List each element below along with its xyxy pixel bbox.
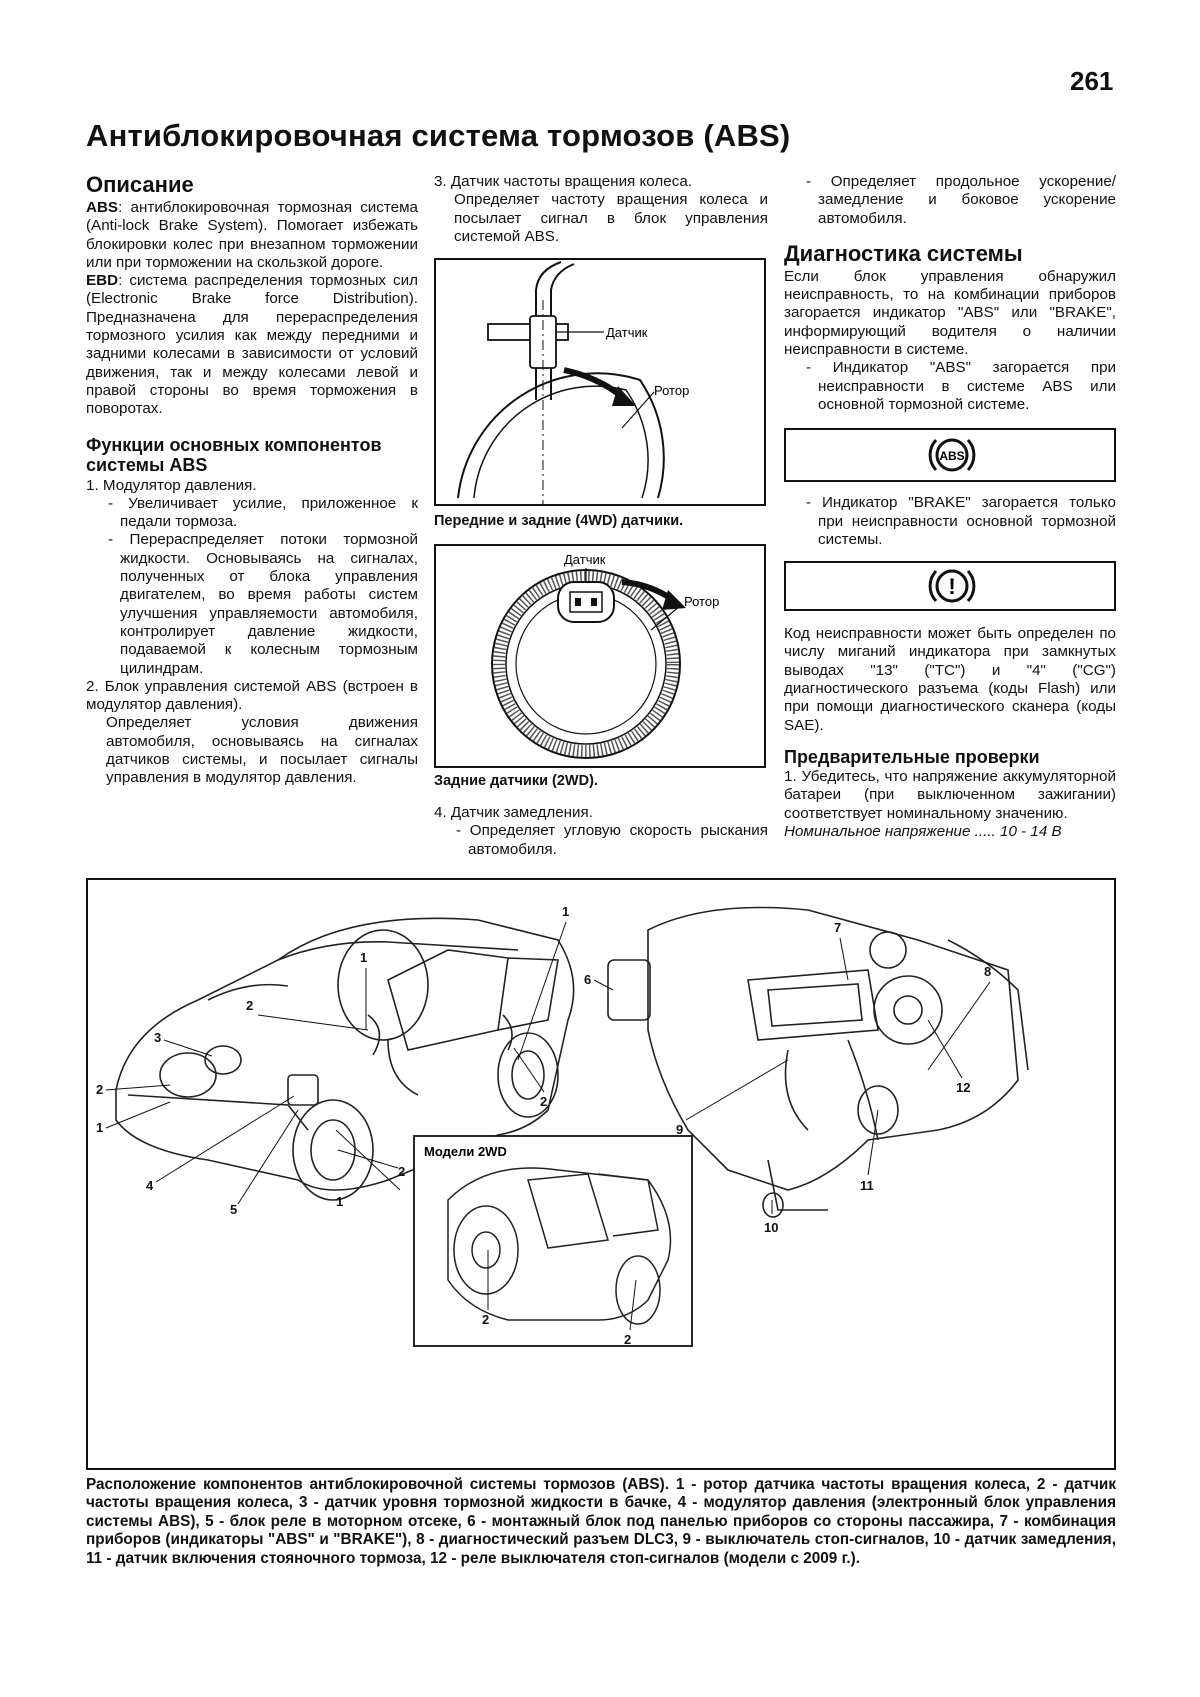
callout-3: 3 <box>154 1030 162 1045</box>
figure-2-rotor-label: Ротор <box>684 594 720 609</box>
brake-indicator-text: - Индикатор "BRAKE" загорается только при неисправности основной тормозной системы. <box>806 494 1116 548</box>
callout-2f: 2 <box>624 1332 632 1347</box>
callout-1d: 1 <box>562 904 570 919</box>
figure-1-caption: Передние и задние (4WD) датчики. <box>434 513 684 529</box>
sensor-diagram-rear <box>436 546 764 766</box>
abs-indicator-icon <box>922 430 982 480</box>
callout-1b: 1 <box>96 1120 104 1135</box>
abs-term: ABS <box>86 199 119 216</box>
callout-1a: 1 <box>360 950 368 965</box>
figure-2-caption: Задние датчики (2WD). <box>434 773 598 789</box>
item-4-a: - Определяет угловую скорость рыскания автомобиля. <box>456 822 768 858</box>
item-2: 2. Блок управления системой ABS (встроен в модулятор давления). <box>86 677 418 714</box>
page-number: 261 <box>1070 66 1114 96</box>
figure-1-sensor-label: Датчик <box>606 325 648 340</box>
inset-label: Модели 2WD <box>424 1144 507 1159</box>
diagnostics-heading: Диагностика системы <box>784 240 1023 266</box>
item-1: 1. Модулятор давления. <box>86 476 257 494</box>
description-heading: Описание <box>86 172 194 197</box>
callout-11: 11 <box>860 1178 874 1193</box>
sensor-diagram-front <box>436 260 764 504</box>
item-4: 4. Датчик замедления. <box>434 804 593 821</box>
functions-heading: Функции основных компонентов системы ABS <box>86 434 382 475</box>
item-2-text: Определяет условия движения автомобиля, основываясь на сигналах датчиков системы, и посылает сигналы управления в модулятор давления. <box>106 714 418 787</box>
ebd-term: EBD <box>86 272 119 290</box>
callout-2e: 2 <box>482 1312 490 1327</box>
abs-indicator-text: - Индикатор "ABS" загорается при неисправности в системе ABS или основной тормозной системе. <box>806 359 1116 413</box>
callout-2c: 2 <box>398 1164 406 1179</box>
brake-indicator-box <box>784 561 1116 611</box>
abs-text: : антиблокировочная тормозная система (Anti-lock Brake System). Помогает избежать блокировки колес при внезапном торможении или при торможении на скользкой дороге. <box>86 199 418 271</box>
sensor-figure-rear <box>434 544 766 768</box>
components-diagram <box>86 878 1116 1470</box>
functions-list <box>86 477 418 788</box>
callout-1c: 1 <box>336 1194 344 1209</box>
column-2-bottom <box>434 804 768 859</box>
diagram-caption: Расположение компонентов антиблокировочной системы тормозов (ABS). 1 - ротор датчика частоты вращения колеса, 2 - датчик частоты вращения колеса, 3 - датчик уровня тормозной жидкости в бачке, 4 - модулятор давления (электронный блок управления системы ABS), 5 - блок реле в моторном отсеке, 6 - монтажный блок под панелью приборов со стороны пассажира, 7 - комбинация приборов (индикаторы "ABS" и "BRAKE"), 8 - диагностический разъем DLC3, 9 - выключатель стоп-сигналов, 10 - датчик замедления, 11 - датчик включения стояночного тормоза, 12 - реле выключателя стоп-сигналов (модели с 2009 г.). <box>86 1476 1116 1567</box>
column-1 <box>86 173 418 788</box>
preliminary-checks-heading: Предварительные проверки <box>784 746 1040 767</box>
item-3: 3. Датчик частоты вращения колеса. <box>434 173 692 190</box>
callout-12: 12 <box>956 1080 971 1095</box>
diagnostics-text: Если блок управления обнаружил неисправность, то на комбинации приборов загорается индикатор "ABS" или "BRAKE", информирующий водителя о наличии неисправности в системе. <box>784 267 1116 359</box>
item-1-a: - Увеличивает усилие, приложенное к педали тормоза. <box>108 494 418 531</box>
abs-icon-text: ABS <box>939 449 965 464</box>
callout-2a: 2 <box>246 998 254 1013</box>
callout-8: 8 <box>984 964 992 979</box>
nominal-voltage: Номинальное напряжение ..... 10 - 14 В <box>784 822 1062 840</box>
callout-5: 5 <box>230 1202 238 1217</box>
sensor-figure-front <box>434 258 766 506</box>
abs-paragraph <box>86 199 418 419</box>
callout-10: 10 <box>764 1220 779 1235</box>
callout-6: 6 <box>584 972 592 987</box>
page-title: Антиблокировочная система тормозов (ABS) <box>86 118 791 153</box>
ebd-text: : система распределения тормозных сил (Electronic Brake force Distribution). Предназначена для перераспределения тормозного усилия как между передними и задними колесами в зависимости от условий движения, так и между колесами левой и правой стороны во время торможения в поворотах. <box>86 272 418 418</box>
callout-9: 9 <box>676 1122 684 1137</box>
brake-indicator-icon <box>922 563 982 609</box>
column-3 <box>784 173 1116 841</box>
components-diagram-drawing <box>88 880 1114 1468</box>
item-1-b: - Перераспределяет потоки тормозной жидкости. Основываясь на сигналах, полученных от блока управления двигателем, во время работы систем улучшения управляемости автомобиля, контролирует давление жидкости, подаваемой к колесным тормозным цилиндрам. <box>108 531 418 677</box>
callout-7: 7 <box>834 920 842 935</box>
callout-2d: 2 <box>540 1094 548 1109</box>
abs-indicator-box <box>784 428 1116 482</box>
trouble-code-text: Код неисправности может быть определен по числу миганий индикатора при замкнутых выводах "13" ("TC") и "4" ("CG") диагностического разъема (коды Flash) или при помощи диагностического сканера (коды SAE). <box>784 625 1116 734</box>
check-1: 1. Убедитесь, что напряжение аккумуляторной батареи (при выключенном зажигании) соответствует номинальному значению. <box>784 767 1116 822</box>
item-3-text: Определяет частоту вращения колеса и посылает сигнал в блок управления системой ABS. <box>454 191 768 245</box>
figure-2-sensor-label: Датчик <box>564 552 606 567</box>
item-4-b: - Определяет продольное ускорение/замедление и боковое ускорение автомобиля. <box>806 173 1116 227</box>
callout-4: 4 <box>146 1178 154 1193</box>
column-2-top <box>434 173 768 246</box>
figure-1-rotor-label: Ротор <box>654 383 690 398</box>
brake-icon-text: ! <box>948 574 956 600</box>
callout-2b: 2 <box>96 1082 104 1097</box>
